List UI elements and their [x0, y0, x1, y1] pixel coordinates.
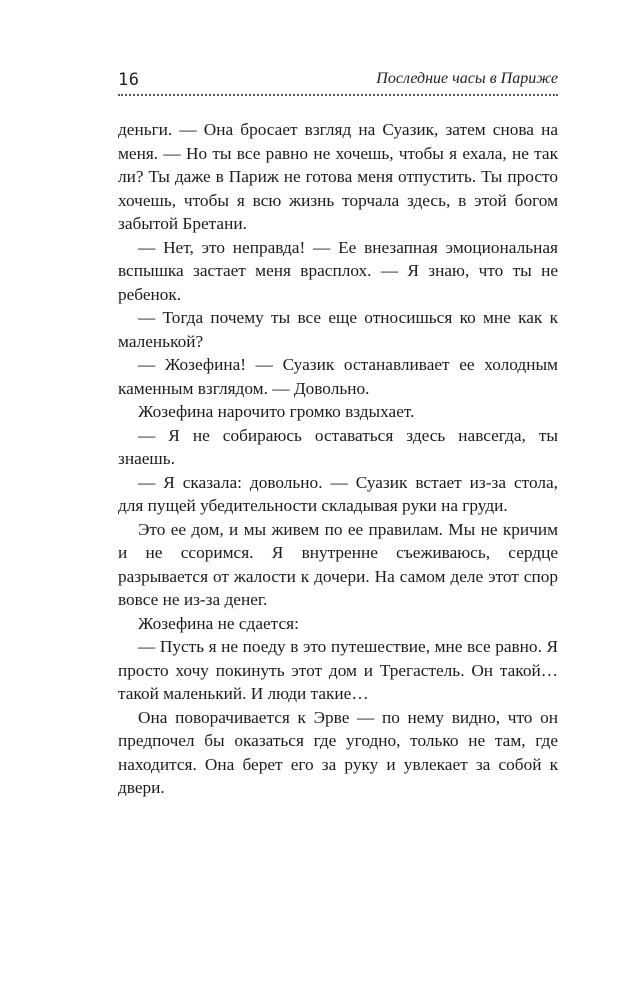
paragraph: — Тогда почему ты все еще относишься ко мне как к маленькой? — [118, 308, 558, 351]
paragraph: — Пусть я не поеду в это путешествие, мне все равно. Я просто хочу покинуть этот дом и Трегастель. Он такой… такой маленький. И люди такие… — [118, 637, 558, 703]
page-header — [118, 67, 558, 99]
paragraph: Она поворачивается к Эрве — по нему видно, что он предпочел бы оказаться где угодно, только не там, где находится. Она берет его за руку и увлекает за собой к двери. — [118, 707, 558, 797]
body-text — [118, 118, 558, 800]
paragraph: Жозефина не сдается: — [138, 613, 299, 633]
running-title: Последние часы в Париже — [376, 70, 558, 87]
paragraph: — Нет, это неправда! — Ее внезапная эмоциональная вспышка застает меня врасплох. — Я знаю, что ты не ребенок. — [118, 237, 558, 304]
paragraph: Жозефина нарочито громко вздыхает. — [138, 402, 415, 421]
paragraph: — Я сказала: довольно. — Суазик встает из-за стола, для пущей убедительности складывая руки на груди. — [118, 472, 558, 515]
paragraph: Это ее дом, и мы живем по ее правилам. Мы не кричим и не ссоримся. Я внутренне съеживаюсь, сердце разрывается от жалости к дочери. На самом деле этот спор вовсе не из-за денег. — [118, 519, 558, 609]
page-number: 16 — [118, 70, 140, 90]
paragraph: — Жозефина! — Суазик останавливает ее холодным каменным взглядом. — Довольно. — [118, 355, 558, 398]
header-dotted-rule — [118, 94, 558, 96]
paragraph: деньги. — Она бросает взгляд на Суазик, затем снова на меня. — Но ты все равно не хочешь, чтобы я ехала, не так ли? Ты даже в Париж не готова меня отпустить. Ты просто хочешь, чтобы я всю жизнь торчала здесь, в этой богом забытой Бретани. — [118, 120, 558, 233]
paragraph: — Я не собираюсь оставаться здесь навсегда, ты знаешь. — [118, 425, 558, 468]
